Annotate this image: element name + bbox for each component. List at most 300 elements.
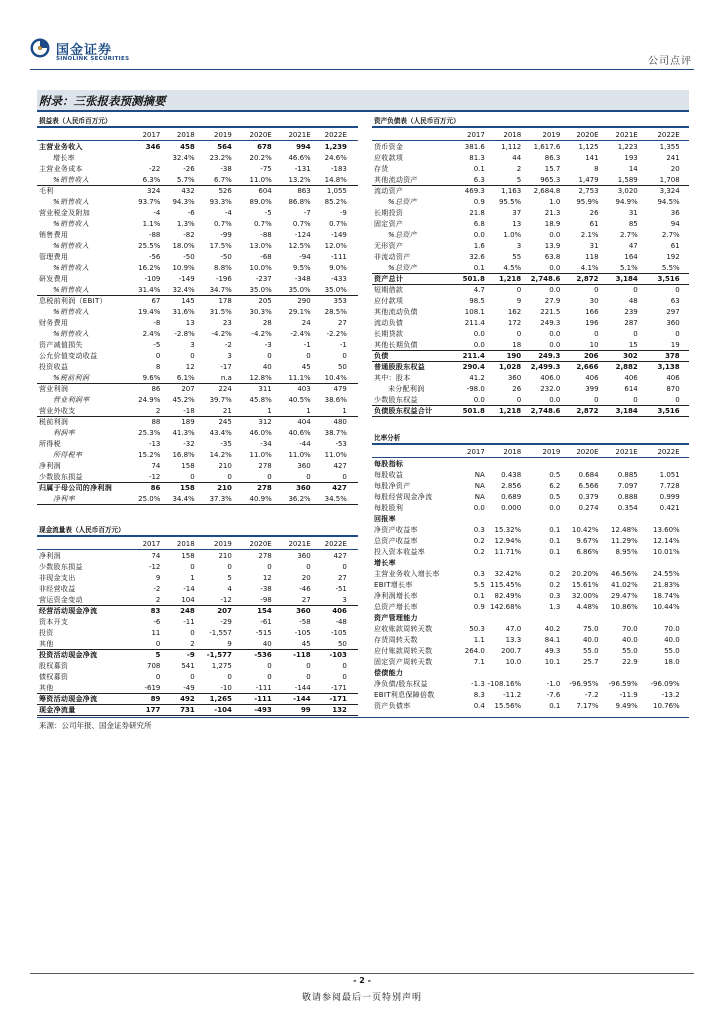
cell-value: 0 bbox=[633, 330, 638, 338]
cell-value: 95.5% bbox=[498, 198, 522, 206]
cell-value: 21.8 bbox=[469, 209, 485, 217]
year-header: 2019 bbox=[542, 448, 561, 456]
cell-value: 34.4% bbox=[172, 495, 195, 503]
table-row bbox=[372, 373, 689, 384]
cell-value: 0.0 bbox=[549, 330, 561, 338]
table-row bbox=[372, 668, 689, 679]
cell-value: 10.1 bbox=[544, 658, 561, 666]
cell-value: -149 bbox=[178, 275, 195, 283]
cell-value: -1 bbox=[303, 341, 311, 349]
cell-value: -493 bbox=[254, 706, 272, 714]
row-label: 非流动资产 bbox=[374, 253, 411, 261]
row-label: 非经营收益 bbox=[39, 585, 76, 593]
cell-value: 2.7% bbox=[619, 231, 638, 239]
cell-value: 312 bbox=[258, 418, 272, 426]
cell-value: 965.3 bbox=[540, 176, 561, 184]
cell-value: 0 bbox=[516, 396, 522, 404]
cell-value: 178 bbox=[218, 297, 232, 305]
cell-value: 0 bbox=[633, 286, 638, 294]
cell-value: 93.7% bbox=[138, 198, 161, 206]
cell-value: 31 bbox=[628, 209, 638, 217]
table-row bbox=[37, 384, 358, 395]
cell-value: 0 bbox=[342, 673, 347, 681]
row-label: 研发费用 bbox=[39, 275, 69, 283]
cell-value: 86.8% bbox=[288, 198, 311, 206]
cell-value: 0.3 bbox=[473, 570, 485, 578]
row-label: 其他流动资产 bbox=[374, 176, 418, 184]
table-row bbox=[37, 450, 358, 461]
cell-value: -2.2% bbox=[326, 330, 347, 338]
cell-value: 166 bbox=[585, 308, 599, 316]
table-row bbox=[37, 406, 358, 417]
cell-value: -29 bbox=[220, 618, 232, 626]
row-label: 管理费用 bbox=[39, 253, 69, 261]
row-label: 净利润 bbox=[39, 462, 61, 470]
cell-value: -7 bbox=[303, 209, 311, 217]
cell-value: 20.20% bbox=[571, 570, 599, 578]
cell-value: 0 bbox=[594, 396, 599, 404]
row-label: 应收款项 bbox=[374, 154, 404, 162]
table-row bbox=[37, 650, 358, 661]
cell-value: -22 bbox=[148, 165, 161, 173]
cell-value: 0 bbox=[306, 563, 311, 571]
cell-value: 9.5% bbox=[292, 264, 311, 272]
cell-value: 360 bbox=[297, 462, 311, 470]
cell-value: 1,275 bbox=[211, 662, 232, 670]
cell-value: 27 bbox=[337, 319, 347, 327]
cell-value: 11.0% bbox=[249, 451, 272, 459]
cell-value: 55.0 bbox=[622, 647, 638, 655]
cell-value: 360 bbox=[296, 607, 311, 615]
cell-value: 172 bbox=[507, 319, 522, 327]
cell-value: -1.3 bbox=[471, 680, 485, 688]
cell-value: 89.0% bbox=[249, 198, 272, 206]
cell-value: 25.3% bbox=[138, 429, 161, 437]
cell-value: 50 bbox=[337, 640, 347, 648]
cell-value: 12.48% bbox=[611, 526, 638, 534]
cell-value: 13.60% bbox=[652, 526, 680, 534]
cell-value: 115.45% bbox=[490, 581, 522, 589]
table-row bbox=[37, 628, 358, 639]
cell-value: 239 bbox=[624, 308, 638, 316]
cell-value: 36.2% bbox=[288, 495, 311, 503]
row-label: 应收账款周转天数 bbox=[374, 625, 433, 633]
cell-value: 6.8 bbox=[473, 220, 485, 228]
cell-value: 141 bbox=[585, 154, 599, 162]
cell-value: -32 bbox=[183, 440, 195, 448]
cell-value: 0.2 bbox=[473, 537, 485, 545]
cell-value: 0.000 bbox=[501, 504, 522, 512]
row-label: %总资产 bbox=[388, 198, 417, 206]
cell-value: 40 bbox=[262, 363, 272, 371]
year-header: 2017 bbox=[467, 448, 485, 456]
year-header: 2017 bbox=[467, 131, 485, 139]
cell-value: 5 bbox=[516, 176, 522, 184]
row-label: 回报率 bbox=[374, 515, 396, 523]
cell-value: 11.1% bbox=[288, 374, 311, 382]
cell-value: 432 bbox=[181, 187, 195, 195]
cell-value: 0.7% bbox=[292, 220, 311, 228]
cell-value: 264.0 bbox=[464, 647, 485, 655]
cell-value: 89 bbox=[150, 695, 161, 703]
cell-value: -38 bbox=[260, 585, 272, 593]
cell-value: 31.5% bbox=[209, 308, 232, 316]
cell-value: 492 bbox=[180, 695, 195, 703]
page-number: - 2 - bbox=[353, 976, 371, 985]
cell-value: 154 bbox=[257, 607, 272, 615]
cell-value: -348 bbox=[294, 275, 311, 283]
cell-value: 232.0 bbox=[540, 385, 561, 393]
cell-value: 37 bbox=[512, 209, 522, 217]
row-label: 存货 bbox=[374, 165, 389, 173]
row-label: 每股收益 bbox=[374, 471, 404, 479]
cell-value: 480 bbox=[333, 418, 347, 426]
cell-value: 23.2% bbox=[209, 154, 232, 162]
table-row bbox=[37, 573, 358, 584]
brand-name-cn: 国金证券 bbox=[56, 43, 113, 58]
cell-value: 12 bbox=[262, 574, 272, 582]
cell-value: 13.2% bbox=[288, 176, 311, 184]
cell-value: -2 bbox=[153, 585, 161, 593]
year-header: 2021E bbox=[615, 131, 638, 139]
cell-value: 4.7 bbox=[473, 286, 485, 294]
cell-value: 224 bbox=[218, 385, 232, 393]
row-label: 投资活动现金净流 bbox=[39, 651, 98, 659]
page-header bbox=[30, 38, 694, 68]
year-header: 2018 bbox=[176, 131, 195, 139]
table-row bbox=[372, 252, 689, 263]
cell-value: -34 bbox=[260, 440, 272, 448]
table-row bbox=[372, 580, 689, 591]
cell-value: 8 bbox=[594, 165, 599, 173]
table-row bbox=[37, 340, 358, 351]
year-header: 2022E bbox=[324, 131, 347, 139]
row-label: %总资产 bbox=[388, 264, 417, 272]
cell-value: 1.1% bbox=[142, 220, 161, 228]
cell-value: 164 bbox=[624, 253, 638, 261]
table-row bbox=[37, 362, 358, 373]
cell-value: 290.4 bbox=[462, 363, 485, 371]
cell-value: 35.0% bbox=[288, 286, 311, 294]
cell-value: 0 bbox=[190, 673, 195, 681]
cell-value: 10.0 bbox=[505, 658, 522, 666]
cell-value: 35.0% bbox=[324, 286, 347, 294]
row-label: 其他 bbox=[39, 640, 54, 648]
row-label: 归属于母公司的净利润 bbox=[39, 484, 112, 492]
cell-value: 501.8 bbox=[462, 407, 485, 415]
table-row bbox=[372, 241, 689, 252]
cell-value: -196 bbox=[215, 275, 232, 283]
cell-value: 0 bbox=[267, 352, 272, 360]
cell-value: -50 bbox=[183, 253, 195, 261]
cell-value: 207 bbox=[181, 385, 195, 393]
table-row bbox=[37, 705, 358, 716]
row-label: EBIT增长率 bbox=[374, 581, 413, 589]
cell-value: 31.6% bbox=[172, 308, 195, 316]
table-row bbox=[372, 230, 689, 241]
cell-value: 0 bbox=[594, 286, 599, 294]
cell-value: 84.1 bbox=[544, 636, 561, 644]
cell-value: 0 bbox=[155, 352, 161, 360]
cell-value: NA bbox=[474, 471, 485, 479]
row-label: 资产管理能力 bbox=[374, 614, 418, 622]
cell-value: -171 bbox=[330, 684, 347, 692]
cell-value: 4.1% bbox=[580, 264, 599, 272]
cell-value: 35.0% bbox=[249, 286, 272, 294]
cell-value: 0.5 bbox=[549, 471, 561, 479]
cell-value: -149 bbox=[330, 231, 347, 239]
cell-value: 85.2% bbox=[324, 198, 347, 206]
table-row bbox=[372, 186, 689, 197]
cell-value: 190 bbox=[506, 352, 522, 360]
cell-value: 6.2 bbox=[549, 482, 561, 490]
cell-value: 0.2 bbox=[549, 570, 561, 578]
cell-value: 311 bbox=[258, 385, 272, 393]
cell-value: 3,324 bbox=[659, 187, 680, 195]
row-label: 固定资产 bbox=[374, 220, 404, 228]
cell-value: 1,479 bbox=[578, 176, 599, 184]
cell-value: 34.5% bbox=[324, 495, 347, 503]
cell-value: -61 bbox=[260, 618, 272, 626]
cell-value: 0.0 bbox=[549, 341, 561, 349]
table-row bbox=[37, 329, 358, 340]
cell-value: -99 bbox=[220, 231, 232, 239]
cell-value: 21.3 bbox=[544, 209, 561, 217]
cell-value: 2,872 bbox=[576, 275, 599, 283]
cell-value: 994 bbox=[296, 143, 311, 151]
cell-value: 30 bbox=[589, 297, 599, 305]
cell-value: 158 bbox=[181, 552, 195, 560]
row-label: %销售收入 bbox=[53, 220, 90, 228]
cell-value: 38.6% bbox=[324, 396, 347, 404]
cell-value: 0 bbox=[190, 473, 195, 481]
cell-value: 94.5% bbox=[657, 198, 680, 206]
year-header-row bbox=[37, 539, 358, 550]
row-label: 经营活动现金净流 bbox=[39, 607, 98, 615]
appendix-title: 附录：三张报表预测摘要 bbox=[39, 94, 166, 108]
cell-value: 1,163 bbox=[501, 187, 522, 195]
cell-value: -171 bbox=[329, 695, 347, 703]
table-row bbox=[372, 395, 689, 406]
cell-value: 381.6 bbox=[464, 143, 485, 151]
cell-value: 0.999 bbox=[659, 493, 680, 501]
cell-value: 108.1 bbox=[464, 308, 485, 316]
row-label: 所得税率 bbox=[53, 451, 83, 459]
table-row bbox=[372, 340, 689, 351]
cell-value: 0 bbox=[306, 673, 311, 681]
cell-value: -536 bbox=[254, 651, 272, 659]
cell-value: -515 bbox=[255, 629, 272, 637]
cell-value: 38.7% bbox=[324, 429, 347, 437]
row-label: %销售收入 bbox=[53, 176, 90, 184]
cell-value: 24 bbox=[301, 319, 311, 327]
cell-value: 86 bbox=[150, 484, 161, 492]
cell-value: 40 bbox=[262, 640, 272, 648]
table-row bbox=[37, 562, 358, 573]
table-row bbox=[37, 683, 358, 694]
row-label: 负债 bbox=[374, 352, 389, 360]
cell-value: 360 bbox=[296, 484, 311, 492]
cell-value: 0.3 bbox=[549, 592, 561, 600]
row-label: %销售收入 bbox=[53, 330, 90, 338]
cell-value: 6.3 bbox=[473, 176, 485, 184]
cell-value: 1,028 bbox=[499, 363, 522, 371]
cell-value: 14 bbox=[628, 165, 638, 173]
cell-value: 0 bbox=[633, 396, 638, 404]
year-header: 2021E bbox=[615, 448, 638, 456]
table-row bbox=[37, 285, 358, 296]
cell-value: 206 bbox=[583, 352, 599, 360]
cell-value: 10.0% bbox=[249, 264, 272, 272]
row-label: 投资收益 bbox=[39, 363, 69, 371]
cell-value: -2.4% bbox=[290, 330, 311, 338]
cell-value: 40.0 bbox=[622, 636, 638, 644]
year-header: 2018 bbox=[176, 540, 195, 548]
cell-value: 249.3 bbox=[540, 319, 561, 327]
table-row bbox=[37, 551, 358, 562]
cell-value: 0 bbox=[516, 330, 522, 338]
row-label: 普通股股东权益 bbox=[374, 363, 426, 371]
table-row bbox=[372, 613, 689, 624]
row-label: 营业利润 bbox=[39, 385, 69, 393]
cell-value: -50 bbox=[220, 253, 232, 261]
table-row bbox=[37, 617, 358, 628]
row-label: 利润率 bbox=[53, 429, 75, 437]
table-row bbox=[372, 525, 689, 536]
cell-value: 11 bbox=[151, 629, 161, 637]
cell-value: 479 bbox=[333, 385, 347, 393]
year-header: 2020E bbox=[249, 131, 272, 139]
cell-value: 11.29% bbox=[611, 537, 638, 545]
cell-value: 406 bbox=[585, 374, 599, 382]
cell-value: 61 bbox=[670, 242, 680, 250]
table-row bbox=[372, 569, 689, 580]
cell-value: 399 bbox=[585, 385, 599, 393]
cell-value: 94.3% bbox=[172, 198, 195, 206]
cell-value: 458 bbox=[180, 143, 195, 151]
cell-value: 3,138 bbox=[657, 363, 680, 371]
table-row bbox=[372, 208, 689, 219]
cell-value: 145 bbox=[181, 297, 195, 305]
row-label: 营业税金及附加 bbox=[39, 209, 91, 217]
cell-value: 37.3% bbox=[209, 495, 232, 503]
cell-value: 47.0 bbox=[505, 625, 522, 633]
cell-value: 5.1% bbox=[619, 264, 638, 272]
cell-value: 11.71% bbox=[494, 548, 522, 556]
cell-value: 34.7% bbox=[209, 286, 232, 294]
cell-value: 406 bbox=[332, 607, 347, 615]
table-row bbox=[37, 175, 358, 186]
cell-value: 346 bbox=[145, 143, 161, 151]
table-row bbox=[37, 639, 358, 650]
cell-value: -11.9 bbox=[619, 691, 638, 699]
cell-value: 241 bbox=[666, 154, 680, 162]
cell-value: 360 bbox=[507, 374, 522, 382]
cell-value: 0.7% bbox=[214, 220, 232, 228]
cell-value: 9 bbox=[516, 297, 522, 305]
table-row bbox=[372, 285, 689, 296]
row-label: 净负债/股东权益 bbox=[374, 680, 428, 688]
table-row bbox=[372, 459, 689, 470]
cell-value: 32.00% bbox=[571, 592, 599, 600]
cell-value: 41.3% bbox=[172, 429, 195, 437]
cell-value: 61 bbox=[589, 220, 599, 228]
cell-value: 13.0% bbox=[249, 242, 272, 250]
cell-value: -105 bbox=[294, 629, 311, 637]
table-row bbox=[37, 318, 358, 329]
cell-value: 5 bbox=[227, 574, 232, 582]
row-label: 投入资本收益率 bbox=[374, 548, 426, 556]
cell-value: -4 bbox=[153, 209, 161, 217]
cell-value: 406 bbox=[624, 374, 638, 382]
cell-value: 15 bbox=[628, 341, 638, 349]
cashflow-table-title: 现金流量表（人民币百万元） bbox=[37, 525, 358, 537]
year-header: 2021E bbox=[288, 540, 311, 548]
cell-value: 27 bbox=[337, 574, 347, 582]
cell-value: 11.0% bbox=[249, 176, 272, 184]
cell-value: 14.8% bbox=[324, 176, 347, 184]
cell-value: 2,499.3 bbox=[530, 363, 561, 371]
cell-value: 0.9 bbox=[473, 603, 485, 611]
cell-value: 83 bbox=[150, 607, 161, 615]
cell-value: -13 bbox=[148, 440, 161, 448]
cell-value: 3,516 bbox=[657, 275, 680, 283]
cell-value: 86 bbox=[151, 385, 161, 393]
cell-value: 0 bbox=[227, 473, 232, 481]
row-label: 销售费用 bbox=[39, 231, 69, 239]
row-label: 短期借款 bbox=[374, 286, 404, 294]
cell-value: -46 bbox=[299, 585, 311, 593]
row-label: 营业利润率 bbox=[53, 396, 90, 404]
cell-value: 20 bbox=[301, 574, 311, 582]
cell-value: 0.421 bbox=[659, 504, 680, 512]
cell-value: 0 bbox=[267, 473, 272, 481]
cell-value: -111 bbox=[254, 695, 272, 703]
cell-value: 16.2% bbox=[138, 264, 161, 272]
cell-value: 20 bbox=[670, 165, 680, 173]
table-row bbox=[37, 219, 358, 230]
cell-value: 8.3 bbox=[473, 691, 485, 699]
row-label: 每股净资产 bbox=[374, 482, 411, 490]
cell-value: 0.1 bbox=[549, 526, 561, 534]
cell-value: 88 bbox=[151, 418, 161, 426]
row-label: 偿债能力 bbox=[374, 669, 404, 677]
cell-value: -10 bbox=[220, 684, 232, 692]
cell-value: 0 bbox=[342, 352, 347, 360]
cell-value: -1,577 bbox=[206, 651, 232, 659]
cell-value: 0.0 bbox=[549, 504, 561, 512]
cell-value: 863 bbox=[297, 187, 311, 195]
cell-value: 0.274 bbox=[578, 504, 599, 512]
cell-value: 278 bbox=[257, 484, 272, 492]
cell-value: -124 bbox=[294, 231, 311, 239]
cell-value: 0 bbox=[516, 286, 522, 294]
cell-value: 0.1 bbox=[473, 165, 485, 173]
table-row bbox=[37, 241, 358, 252]
cell-value: 7.1 bbox=[473, 658, 485, 666]
cell-value: 24.9% bbox=[138, 396, 161, 404]
cell-value: 1 bbox=[190, 574, 195, 582]
cell-value: 177 bbox=[145, 706, 161, 714]
cell-value: 12.8% bbox=[249, 374, 272, 382]
cell-value: 39.7% bbox=[209, 396, 232, 404]
row-label: 固定资产周转天数 bbox=[374, 658, 433, 666]
table-row bbox=[37, 274, 358, 285]
table-row bbox=[372, 318, 689, 329]
cell-value: 18.9 bbox=[544, 220, 561, 228]
table-row bbox=[37, 252, 358, 263]
cell-value: 2,748.6 bbox=[530, 407, 561, 415]
